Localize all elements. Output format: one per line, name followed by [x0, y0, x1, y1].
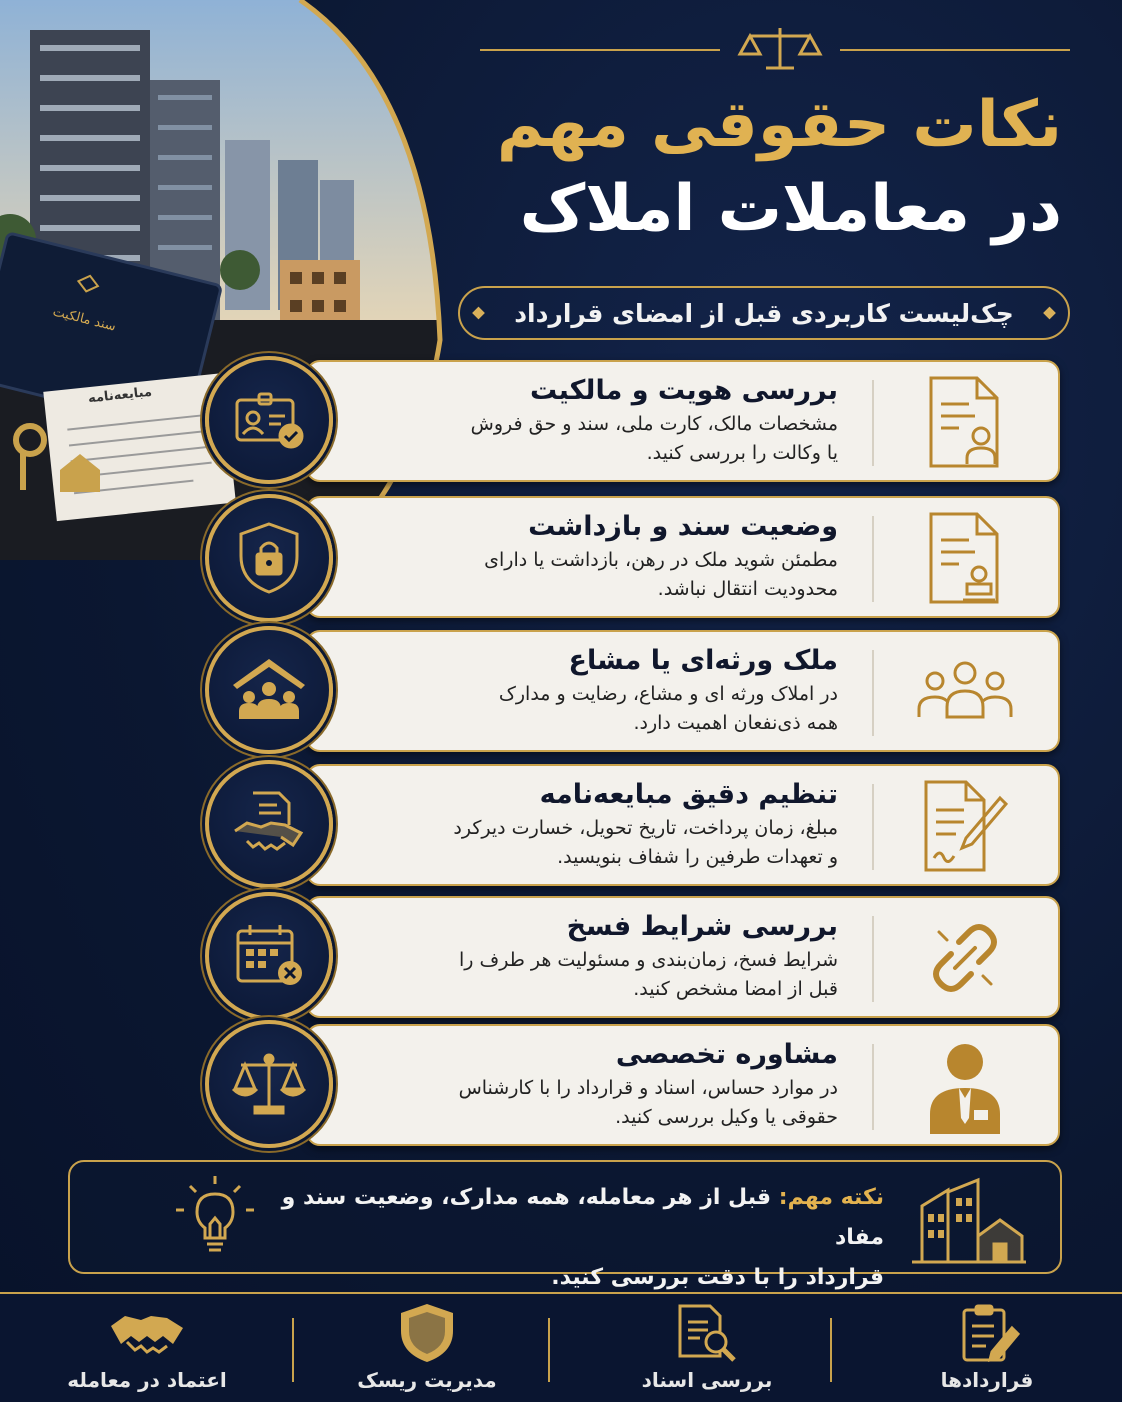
checklist-card-consultation [306, 1024, 1060, 1146]
page-title [442, 90, 1062, 245]
card-body-line: حقوقی یا وکیل بررسی کنید. [615, 1106, 838, 1128]
broken-link-icon [890, 906, 1040, 1010]
footer-item-documents [592, 1302, 822, 1398]
card-separator [872, 650, 874, 736]
card-title: ملک ورثه‌ای یا مشاع [568, 645, 838, 676]
title-line-2: در معاملات املاک [519, 172, 1062, 247]
diamond-icon [472, 307, 485, 320]
note-keyword: نکته مهم: [778, 1185, 884, 1210]
checklist-card-deed-status [306, 496, 1060, 618]
title-line-1: نکات حقوقی مهم [496, 88, 1062, 162]
calendar-cancel-icon [205, 892, 333, 1020]
subtitle-banner [458, 286, 1070, 340]
card-title: تنظیم دقیق مبایعه‌نامه [539, 779, 838, 810]
card-body-line: شرایط فسخ، زمان‌بندی و مسئولیت هر طرف را [459, 949, 838, 971]
card-title: مشاوره تخصصی [615, 1039, 838, 1070]
card-separator [872, 916, 874, 1002]
card-title: بررسی شرایط فسخ [566, 911, 838, 942]
lawyer-icon [890, 1034, 1040, 1138]
footer-label: بررسی اسناد [641, 1368, 773, 1392]
handshake-document-icon [205, 760, 333, 888]
deed-label: سند مالکیت [51, 304, 118, 335]
footer-divider [830, 1318, 832, 1382]
checklist-card-inheritance [306, 630, 1060, 752]
people-group-icon [890, 640, 1040, 744]
footer-divider [548, 1318, 550, 1382]
buildings-house-icon [908, 1174, 1028, 1266]
document-stamp-icon [890, 506, 1040, 610]
scales-icon [205, 1020, 333, 1148]
handshake-icon [107, 1302, 187, 1364]
card-separator [872, 1044, 874, 1130]
lightbulb-icon [170, 1172, 260, 1266]
footer-label: اعتماد در معامله [67, 1368, 227, 1392]
house-people-icon [205, 626, 333, 754]
footer-label: مدیریت ریسک [357, 1368, 497, 1392]
note-text-line: قبل از هر معامله، همه مدارک، وضعیت سند و مفاد [281, 1185, 884, 1250]
card-body-line: محدودیت انتقال نباشد. [657, 578, 838, 600]
card-body-line: و تعهدات طرفین را شفاف بنویسید. [557, 846, 838, 868]
card-body-line: مبلغ، زمان پرداخت، تاریخ تحویل، خسارت دیرکرد [453, 817, 838, 839]
card-body-line: همه ذی‌نفعان اهمیت دارد. [633, 712, 838, 734]
diamond-icon [1043, 307, 1056, 320]
important-note-box [68, 1160, 1062, 1290]
shield-icon [392, 1302, 462, 1364]
checklist-card-identity [306, 360, 1060, 482]
document-search-icon [672, 1302, 742, 1364]
card-separator [872, 784, 874, 870]
card-title: بررسی هویت و مالکیت [530, 375, 838, 406]
card-body-line: در املاک ورثه ای و مشاع، رضایت و مدارک [498, 683, 838, 705]
footer-bar [0, 1292, 1122, 1402]
note-text-line: قرارداد را با دقت بررسی کنید. [551, 1265, 884, 1290]
card-title: وضعیت سند و بازداشت [528, 511, 838, 542]
shield-lock-icon [205, 494, 333, 622]
footer-label: قراردادها [940, 1368, 1034, 1392]
checklist-card-contract [306, 764, 1060, 886]
document-pen-icon [890, 774, 1040, 878]
contract-label: مبایعه‌نامه [87, 384, 153, 407]
subtitle-text: چک‌لیست کاربردی قبل از امضای قرارداد [514, 298, 1014, 328]
scales-ornament-icon [470, 22, 1090, 82]
card-body-line: یا وکالت را بررسی کنید. [646, 442, 838, 464]
card-body-line: مطمئن شوید ملک در رهن، بازداشت یا دارای [484, 549, 838, 571]
clipboard-pen-icon [952, 1302, 1022, 1364]
footer-item-contracts [872, 1302, 1102, 1398]
card-body-line: در موارد حساس، اسناد و قرارداد را با کارشناس [458, 1077, 838, 1099]
card-separator [872, 516, 874, 602]
card-body-line: قبل از امضا مشخص کنید. [633, 978, 838, 1000]
document-person-icon [890, 370, 1040, 474]
id-card-check-icon [205, 356, 333, 484]
footer-item-trust [32, 1302, 262, 1398]
footer-divider [292, 1318, 294, 1382]
card-separator [872, 380, 874, 466]
footer-item-risk [312, 1302, 542, 1398]
checklist-card-termination [306, 896, 1060, 1018]
card-body-line: مشخصات مالک، کارت ملی، سند و حق فروش [470, 413, 838, 435]
